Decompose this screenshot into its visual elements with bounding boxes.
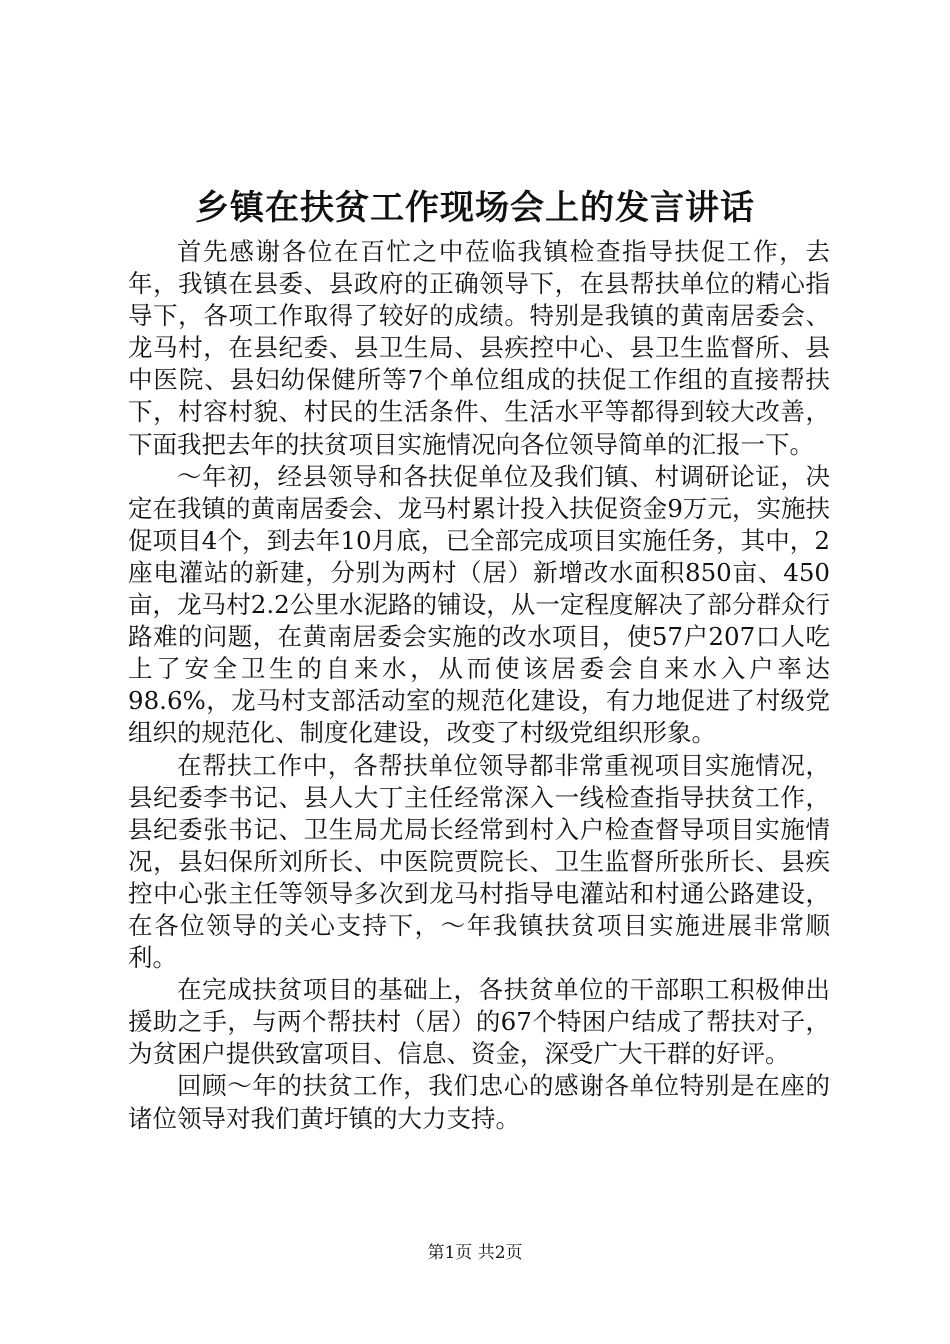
paragraph-5: 回顾～年的扶贫工作，我们忠心的感谢各单位特别是在座的诸位领导对我们黄圩镇的大力支持。 [128,1071,830,1133]
page-number-footer: 第1页 共2页 [427,1243,523,1263]
paragraph-4: 在完成扶贫项目的基础上，各扶贫单位的干部职工积极伸出援助之手，与两个帮扶村（居）的67个特困户结成了帮扶对子，为贫困户提供致富项目、信息、资金，深受广大干群的好评。 [128,975,830,1069]
document-title: 乡镇在扶贫工作现场会上的发言讲话 [195,188,755,228]
paragraph-3: 在帮扶工作中，各帮扶单位领导都非常重视项目实施情况，县纪委李书记、县人大丁主任经常深入一线检查指导扶贫工作，县纪委张书记、卫生局尤局长经常到村入户检查督导项目实施情况，县妇保所刘所长、中医院贾院长、卫生监督所张所长、县疾控中心张主任等领导多次到龙马村指导电灌站和村通公路建设，在各位领导的关心支持下，～年我镇扶贫项目实施进展非常顺利。 [128,750,830,973]
document-body [128,236,830,1135]
paragraph-2: ～年初，经县领导和各扶促单位及我们镇、村调研论证，决定在我镇的黄南居委会、龙马村累计投入扶促资金9万元，实施扶促项目4个，到去年10月底，已全部完成项目实施任务，其中，2座电灌站的新建，分别为两村（居）新增改水面积850亩、450亩，龙马村2.2公里水泥路的铺设，从一定程度解决了部分群众行路难的问题，在黄南居委会实施的改水项目，使57户207口人吃上了安全卫生的自来水，从而使该居委会自来水入户率达98.6%，龙马村支部活动室的规范化建设，有力地促进了村级党组织的规范化、制度化建设，改变了村级党组织形象。 [128,461,830,748]
paragraph-1: 首先感谢各位在百忙之中莅临我镇检查指导扶促工作，去年，我镇在县委、县政府的正确领导下，在县帮扶单位的精心指导下，各项工作取得了较好的成绩。特别是我镇的黄南居委会、龙马村，在县纪委、县卫生局、县疾控中心、县卫生监督所、县中医院、县妇幼保健所等7个单位组成的扶促工作组的直接帮扶下，村容村貌、村民的生活条件、生活水平等都得到较大改善，下面我把去年的扶贫项目实施情况向各位领导简单的汇报一下。 [128,237,830,459]
